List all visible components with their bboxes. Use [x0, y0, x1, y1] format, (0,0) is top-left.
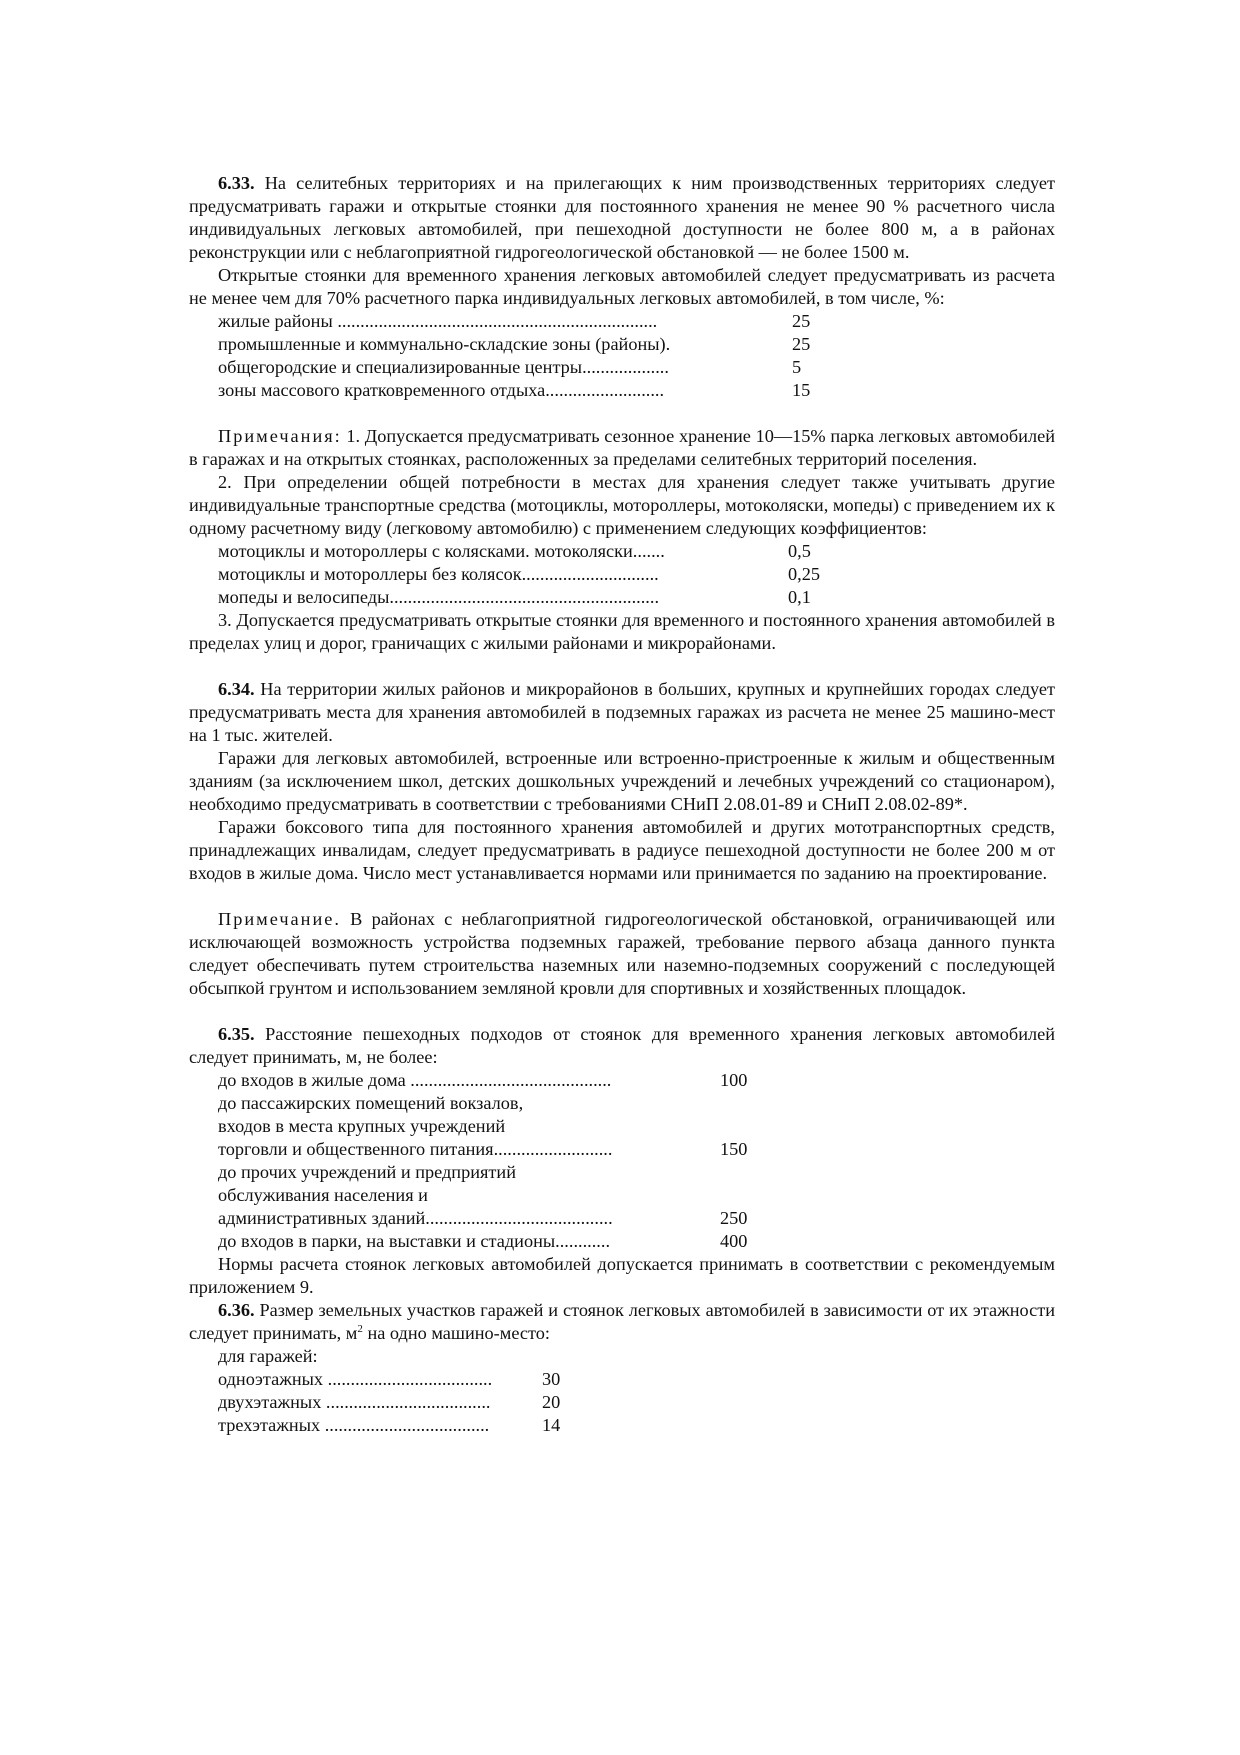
list-item-label: до входов в жилые дома ............................................: [218, 1070, 612, 1090]
section-6-33-paragraph-2: Открытые стоянки для временного хранения легковых автомобилей следует предусматривать из расчета не менее чем для 70% расчетного парка индивидуальных легковых автомобилей, в том числе, %:: [189, 265, 1055, 308]
notes-paragraph-3: 3. Допускается предусматривать открытые стоянки для временного и постоянного хранения автомобилей в пределах улиц и дорог, граничащих с жилыми районами и микрорайонами.: [189, 610, 1055, 653]
list-item: [218, 1391, 1055, 1414]
document-page: [189, 172, 1055, 1437]
list-item: [218, 356, 1055, 379]
paragraph-text: на одно машино-место:: [362, 1323, 550, 1343]
list-item-label: административных зданий.........................................: [218, 1208, 613, 1228]
list-item-label: мотоциклы и мотороллеры без колясок..............................: [218, 564, 659, 584]
section-number: 6.36.: [218, 1300, 255, 1320]
list-item-value: 25: [792, 311, 811, 331]
section-6-34-paragraph-1: [189, 678, 1055, 747]
list-item-value: 5: [792, 357, 802, 377]
list-item-label: мотоциклы и мотороллеры с колясками. мотоколяски.......: [218, 541, 665, 561]
list-item-line: [218, 1115, 1055, 1138]
list-item-value: 20: [542, 1392, 561, 1412]
section-6-34-paragraph-3: Гаражи боксового типа для постоянного хранения автомобилей и других мототранспортных средств, принадлежащих инвалидам, следует предусматривать в радиусе пешеходной доступности не более 200 м от входов в жилые дома. Число мест устанавливается нормами или принимается по заданию на проектирование.: [189, 817, 1055, 883]
list-item-label: одноэтажных ....................................: [218, 1369, 493, 1389]
spacer: [189, 655, 1055, 678]
list-item: [218, 586, 1055, 609]
list-item: [218, 1368, 1055, 1391]
note-text: 1. Допускается предусматривать сезонное хранение 10—15% парка легковых автомобилей в гаражах и на открытых стоянках, расположенных за пределами селитебных территорий поселения.: [189, 426, 1055, 469]
list-item-label: обслуживания населения и: [218, 1185, 428, 1205]
spacer: [189, 402, 1055, 425]
list-item-value: 14: [542, 1415, 561, 1435]
walking-distance-list: [189, 1069, 1055, 1253]
list-item-value: 100: [720, 1070, 748, 1090]
superscript: 2: [357, 1322, 363, 1335]
section-number: 6.33.: [218, 173, 255, 193]
list-item: [218, 1069, 1055, 1092]
list-item: [218, 1230, 1055, 1253]
notes-paragraph-1: [189, 425, 1055, 471]
list-item-value: 400: [720, 1231, 748, 1251]
list-item: [218, 333, 1055, 356]
section-6-35-paragraph-2: Нормы расчета стоянок легковых автомобилей допускается принимать в соответствии с рекомендуемым приложением 9.: [189, 1254, 1055, 1297]
list-item-label: до входов в парки, на выставки и стадионы............: [218, 1231, 611, 1251]
list-item: [218, 540, 1055, 563]
paragraph-text: Размер земельных участков гаражей и стоянок легковых автомобилей в зависимости от их этажности следует принимать, м: [189, 1300, 1055, 1343]
notes-label: Примечания:: [218, 426, 342, 446]
list-item-label: трехэтажных ....................................: [218, 1415, 490, 1435]
list-item-value: 0,1: [788, 587, 811, 607]
list-item-label: до пассажирских помещений вокзалов,: [218, 1093, 524, 1113]
list-item-line: [218, 1092, 1055, 1115]
section-6-34-note: [189, 908, 1055, 1000]
list-item-label: торговли и общественного питания..........................: [218, 1139, 613, 1159]
list-heading-label: для гаражей:: [218, 1346, 318, 1366]
list-item-label: промышленные и коммунально-складские зоны (районы).: [218, 334, 671, 354]
note-text: В районах с неблагоприятной гидрогеологической обстановкой, ограничивающей или исключающей возможность устройства подземных гаражей, требование первого абзаца данного пункта следует обеспечивать путем строительства наземных или наземно-подземных сооружений с последующей обсыпкой грунтом и использованием земляной кровли для спортивных и хозяйственных площадок.: [189, 909, 1055, 998]
list-item-line: [218, 1161, 1055, 1184]
land-area-list: [189, 1345, 1055, 1437]
section-number: 6.34.: [218, 679, 255, 699]
list-item-label: двухэтажных ....................................: [218, 1392, 491, 1412]
list-item-value: 150: [720, 1139, 748, 1159]
list-item: [218, 1414, 1055, 1437]
list-item-value: 25: [792, 334, 811, 354]
list-item-value: 15: [792, 380, 811, 400]
spacer: [189, 885, 1055, 908]
list-item: [218, 379, 1055, 402]
paragraph-text: На территории жилых районов и микрорайонов в больших, крупных и крупнейших городах следует предусматривать места для хранения автомобилей в подземных гаражах из расчета не менее 25 машино-мест на 1 тыс. жителей.: [189, 679, 1055, 745]
section-number: 6.35.: [218, 1024, 255, 1044]
list-item: [218, 1207, 1055, 1230]
list-item-label: зоны массового кратковременного отдыха..........................: [218, 380, 665, 400]
list-item: [218, 310, 1055, 333]
list-item-label: входов в места крупных учреждений: [218, 1116, 506, 1136]
paragraph-text: Расстояние пешеходных подходов от стоянок для временного хранения легковых автомобилей следует принимать, м, не более:: [189, 1024, 1055, 1067]
note-label: Примечание.: [218, 909, 341, 929]
section-6-33-paragraph-1: [189, 172, 1055, 264]
coefficient-list: [189, 540, 1055, 609]
parking-share-list: [189, 310, 1055, 402]
section-6-34-paragraph-2: Гаражи для легковых автомобилей, встроенные или встроенно-пристроенные к жилым и общественным зданиям (за исключением школ, детских дошкольных учреждений и лечебных учреждений со стационаром), необходимо предусматривать в соответствии с требованиями СНиП 2.08.01-89 и СНиП 2.08.02-89*.: [189, 748, 1055, 814]
paragraph-text: На селитебных территориях и на прилегающих к ним производственных территориях следует предусматривать гаражи и открытые стоянки для постоянного хранения не менее 90 % расчетного числа индивидуальных легковых автомобилей, при пешеходной доступности не более 800 м, а в районах реконструкции или с неблагоприятной гидрогеологической обстановкой — не более 1500 м.: [189, 173, 1055, 262]
list-item-line: [218, 1184, 1055, 1207]
list-heading: [218, 1345, 1055, 1368]
section-6-36-paragraph-1: [189, 1299, 1055, 1345]
spacer: [189, 1000, 1055, 1023]
list-item-value: 0,5: [788, 541, 811, 561]
list-item: [218, 1138, 1055, 1161]
list-item-value: 30: [542, 1369, 561, 1389]
list-item-value: 0,25: [788, 564, 820, 584]
section-6-35-paragraph-1: [189, 1023, 1055, 1069]
list-item: [218, 563, 1055, 586]
notes-paragraph-2: 2. При определении общей потребности в местах для хранения следует также учитывать другие индивидуальные транспортные средства (мотоциклы, мотороллеры, мотоколяски, мопеды) с приведением их к одному расчетному виду (легковому автомобилю) с применением следующих коэффициентов:: [189, 472, 1055, 538]
list-item-label: жилые районы ......................................................................: [218, 311, 658, 331]
list-item-label: мопеды и велосипеды...........................................................: [218, 587, 660, 607]
list-item-label: общегородские и специализированные центры...................: [218, 357, 669, 377]
list-item-value: 250: [720, 1208, 748, 1228]
list-item-label: до прочих учреждений и предприятий: [218, 1162, 516, 1182]
